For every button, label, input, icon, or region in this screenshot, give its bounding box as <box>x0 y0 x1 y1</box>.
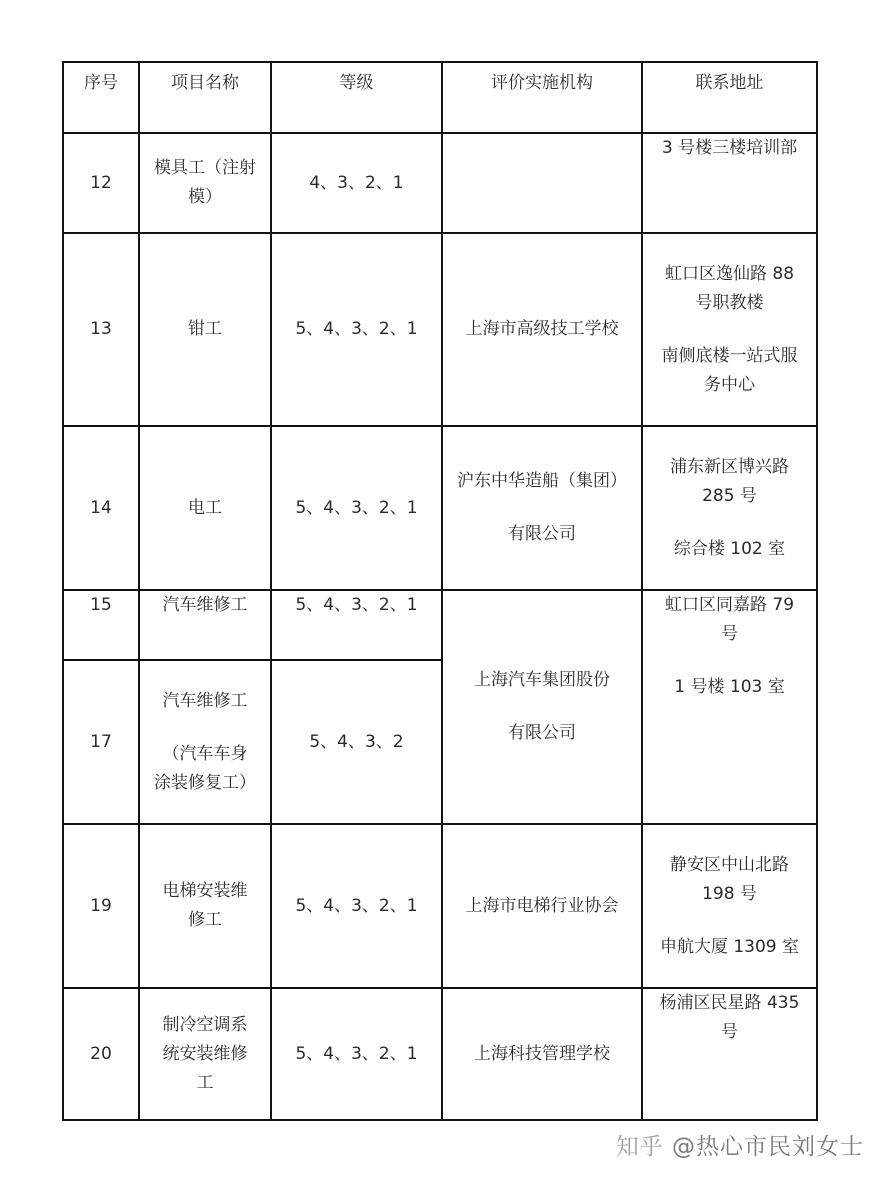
project-line: 制冷空调系 <box>162 1014 248 1035</box>
address-line: 虹口区同嘉路 79 <box>664 595 795 615</box>
cell-org: 上海科技管理学校 <box>442 988 642 1120</box>
cell-project: 汽车维修工 <box>139 590 271 660</box>
table-row <box>63 988 817 1120</box>
address-line: 号职教楼 <box>695 292 764 313</box>
cell-level: 5、4、3、2、1 <box>271 824 442 988</box>
cell-address <box>642 133 817 233</box>
cell-level: 5、4、3、2、1 <box>271 590 442 660</box>
line-gap <box>647 511 812 535</box>
cell-project: 电工 <box>139 426 271 590</box>
org-line: 上海汽车集团股份 <box>474 670 610 690</box>
org-line: 沪东中华造船（集团） <box>457 471 627 491</box>
address-line: 浦东新区博兴路 <box>670 456 789 477</box>
cell-project <box>139 988 271 1120</box>
header-org: 评价实施机构 <box>442 62 642 133</box>
cell-seq: 20 <box>63 988 139 1120</box>
zhihu-logo: 知乎 <box>615 1134 664 1160</box>
cell-org-merged <box>442 590 642 824</box>
address-line: 1 号楼 103 室 <box>674 677 785 697</box>
table-row <box>63 233 817 426</box>
table-row <box>63 590 817 660</box>
table-row <box>63 426 817 590</box>
table-row <box>63 133 817 233</box>
address-line: 综合楼 102 室 <box>673 538 786 559</box>
org-line: 有限公司 <box>508 524 576 544</box>
header-seq: 序号 <box>63 62 139 133</box>
address-line: 杨浦区民星路 435 <box>659 993 800 1013</box>
header-level: 等级 <box>271 62 442 133</box>
cell-org <box>442 426 642 590</box>
cell-org <box>442 133 642 233</box>
address-line: 静安区中山北路 <box>670 854 789 875</box>
cell-project: 钳工 <box>139 233 271 426</box>
project-line: 修工 <box>188 910 222 930</box>
line-gap <box>144 716 266 740</box>
project-line: 工 <box>196 1072 214 1093</box>
cell-level: 5、4、3、2、1 <box>271 426 442 590</box>
cell-address <box>642 824 817 988</box>
watermark-author: @热心市民刘女士 <box>672 1134 864 1160</box>
cell-seq: 13 <box>63 233 139 426</box>
cell-org: 上海市高级技工学校 <box>442 233 642 426</box>
address-line: 号 <box>721 624 738 644</box>
line-gap <box>447 695 637 719</box>
line-gap <box>447 496 637 520</box>
cell-seq: 15 <box>63 590 139 660</box>
header-project: 项目名称 <box>139 62 271 133</box>
address-line: 虹口区逸仙路 88 <box>664 263 795 284</box>
project-line: 涂装修复工） <box>154 772 256 793</box>
cell-org: 上海市电梯行业协会 <box>442 824 642 988</box>
address-line: 申航大厦 1309 室 <box>659 936 800 957</box>
project-line: 统安装维修 <box>162 1043 248 1064</box>
cell-seq: 12 <box>63 133 139 233</box>
cell-seq: 17 <box>63 660 139 824</box>
table-header-row <box>63 62 817 133</box>
project-line: （汽车车身 <box>162 743 248 764</box>
project-line: 模） <box>188 187 222 207</box>
table-row <box>63 824 817 988</box>
address-line: 南侧底楼一站式服 <box>661 345 798 366</box>
address-line: 3 号楼三楼培训部 <box>661 138 798 158</box>
cell-seq: 14 <box>63 426 139 590</box>
cell-address <box>642 988 817 1120</box>
cell-project <box>139 660 271 824</box>
project-line: 电梯安装维 <box>162 881 248 901</box>
org-line: 有限公司 <box>508 723 576 743</box>
cell-seq: 19 <box>63 824 139 988</box>
address-line: 号 <box>721 1022 738 1042</box>
cell-address <box>642 426 817 590</box>
watermark <box>616 1128 864 1161</box>
cell-level: 5、4、3、2 <box>271 660 442 824</box>
address-line: 285 号 <box>702 485 757 506</box>
cell-level: 4、3、2、1 <box>271 133 442 233</box>
qualification-table <box>62 61 818 1121</box>
line-gap <box>647 909 812 933</box>
project-line: 模具工（注射 <box>154 158 256 178</box>
address-line: 198 号 <box>702 883 757 904</box>
cell-level: 5、4、3、2、1 <box>271 988 442 1120</box>
header-address: 联系地址 <box>642 62 817 133</box>
project-line: 汽车维修工 <box>162 690 248 711</box>
cell-project <box>139 133 271 233</box>
address-line: 务中心 <box>704 374 755 395</box>
cell-project <box>139 824 271 988</box>
line-gap <box>647 318 812 342</box>
cell-address <box>642 233 817 426</box>
cell-address-merged <box>642 590 817 824</box>
line-gap <box>647 649 812 673</box>
cell-level: 5、4、3、2、1 <box>271 233 442 426</box>
